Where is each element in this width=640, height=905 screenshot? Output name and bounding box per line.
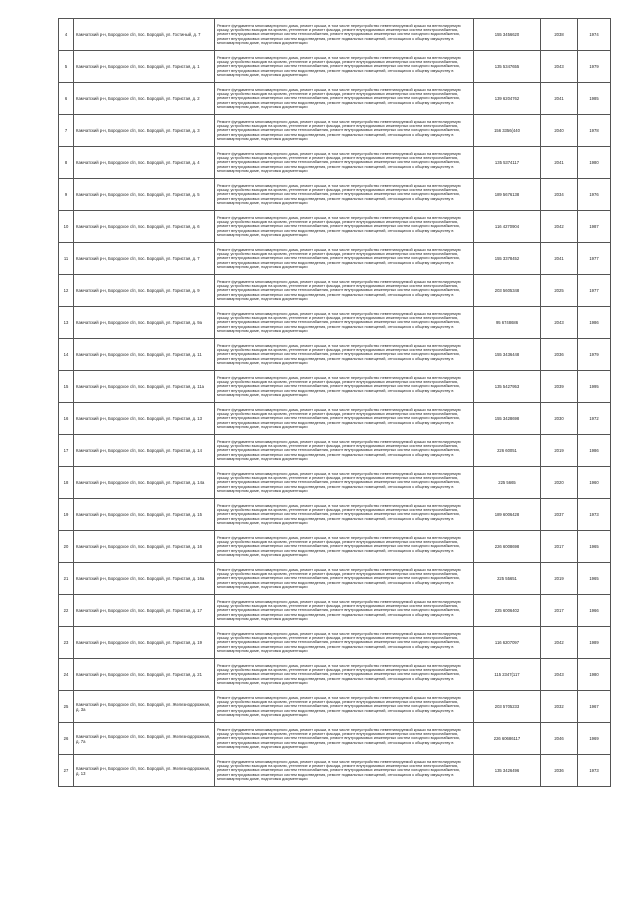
address-cell: Камчатский р-н, Бородское с/п, пос. Бородой, ул. Гористая, д. 11а xyxy=(74,371,215,403)
row-number-cell: 21 xyxy=(59,563,74,595)
build-year-cell: 1977 xyxy=(578,243,611,275)
address-cell: Камчатский р-н, Бородское с/п, пос. Бородой, ул. Гористая, д. 7 xyxy=(74,243,215,275)
table-row xyxy=(59,275,611,307)
cost-cell: 115 2347(117 xyxy=(474,659,541,691)
table-row xyxy=(59,563,611,595)
work-types-cell: Ремонт фундамента многоквартирного дома, ремонт крыши, в том числе переустройство невентилируемой крыши на вентилируемую крышу, устройство выходов на кровлю, утепление и ремонт фасада, ремонт внутридомовых инженерных систем электроснабжения, ремонт внутридомовых инженерных систем теплоснабжения, ремонт внутридомовых инженерных систем холодного водоснабжения, ремонт внутридомовых инженерных систем водоотведения, ремонт подвальных помещений, относящихся к общему имуществу в многоквартирном доме, подготовка документации xyxy=(215,531,474,563)
cost-cell: 203 5705233 xyxy=(474,691,541,723)
row-number-cell: 12 xyxy=(59,275,74,307)
address-cell: Камчатский р-н, Бородское с/п, пос. Бородой, ул. Гористая, д. 19 xyxy=(74,627,215,659)
build-year-cell: 1995 xyxy=(578,371,611,403)
planned-year-cell: 2036 xyxy=(541,755,578,787)
table-row xyxy=(59,83,611,115)
address-cell: Камчатский р-н, Бородское с/п, пос. Бородой, ул. Гористая, д. 9 xyxy=(74,275,215,307)
address-cell: Камчатский р-н, Бородское с/п, пос. Бородой, ул. Гористая, д. 16 xyxy=(74,531,215,563)
address-cell: Камчатский р-н, Бородское с/п, пос. Бородой, ул. Гористая, д. 17 xyxy=(74,595,215,627)
work-types-cell: Ремонт фундамента многоквартирного дома, ремонт крыши, в том числе переустройство невентилируемой крыши на вентилируемую крышу, устройство выходов на кровлю, утепление и ремонт фасада, ремонт внутридомовых инженерных систем электроснабжения, ремонт внутридомовых инженерных систем теплоснабжения, ремонт внутридомовых инженерных систем холодного водоснабжения, ремонт внутридомовых инженерных систем водоотведения, ремонт подвальных помещений, относящихся к общему имуществу в многоквартирном доме, подготовка документации xyxy=(215,371,474,403)
capital-repair-table xyxy=(58,18,611,787)
build-year-cell: 1965 xyxy=(578,531,611,563)
build-year-cell: 1989 xyxy=(578,627,611,659)
row-number-cell: 17 xyxy=(59,435,74,467)
row-number-cell: 4 xyxy=(59,19,74,51)
work-types-cell: Ремонт фундамента многоквартирного дома, ремонт крыши, в том числе переустройство невентилируемой крыши на вентилируемую крышу, устройство выходов на кровлю, утепление и ремонт фасада, ремонт внутридомовых инженерных систем электроснабжения, ремонт внутридомовых инженерных систем теплоснабжения, ремонт внутридомовых инженерных систем холодного водоснабжения, ремонт внутридомовых инженерных систем водоотведения, ремонт подвальных помещений, относящихся к общему имуществу в многоквартирном доме, подготовка документации xyxy=(215,307,474,339)
cost-cell: 226 60051 xyxy=(474,435,541,467)
address-cell: Камчатский р-н, Бородское с/п, пос. Бородой, ул. Гористая, д. 2 xyxy=(74,83,215,115)
row-number-cell: 6 xyxy=(59,83,74,115)
work-types-cell: Ремонт фундамента многоквартирного дома, ремонт крыши, в том числе переустройство невентилируемой крыши на вентилируемую крышу, устройство выходов на кровлю, утепление и ремонт фасада, ремонт внутридомовых инженерных систем электроснабжения, ремонт внутридомовых инженерных систем теплоснабжения, ремонт внутридомовых инженерных систем холодного водоснабжения, ремонт внутридомовых инженерных систем водоотведения, ремонт подвальных помещений, относящихся к общему имуществу в многоквартирном доме, подготовка документации xyxy=(215,211,474,243)
cost-cell: 135 5427953 xyxy=(474,371,541,403)
build-year-cell: 1960 xyxy=(578,467,611,499)
table-row xyxy=(59,179,611,211)
work-types-cell: Ремонт фундамента многоквартирного дома, ремонт крыши, в том числе переустройство невентилируемой крыши на вентилируемую крышу, устройство выходов на кровлю, утепление и ремонт фасада, ремонт внутридомовых инженерных систем электроснабжения, ремонт внутридомовых инженерных систем теплоснабжения, ремонт внутридомовых инженерных систем холодного водоснабжения, ремонт внутридомовых инженерных систем водоотведения, ремонт подвальных помещений, относящихся к общему имуществу в многоквартирном доме, подготовка документации xyxy=(215,115,474,147)
planned-year-cell: 2042 xyxy=(541,627,578,659)
row-number-cell: 22 xyxy=(59,595,74,627)
cost-cell: 225 55651 xyxy=(474,563,541,595)
address-cell: Камчатский р-н, Бородское с/п, пос. Бородой, ул. Гористая, д. 21 xyxy=(74,659,215,691)
table-row xyxy=(59,499,611,531)
row-number-cell: 18 xyxy=(59,467,74,499)
table-row xyxy=(59,339,611,371)
table-row xyxy=(59,691,611,723)
cost-cell: 155 3428698 xyxy=(474,403,541,435)
cost-cell: 116 6207097 xyxy=(474,627,541,659)
work-types-cell: Ремонт фундамента многоквартирного дома, ремонт крыши, в том числе переустройство невентилируемой крыши на вентилируемую крышу, устройство выходов на кровлю, утепление и ремонт фасада, ремонт внутридомовых инженерных систем электроснабжения, ремонт внутридомовых инженерных систем теплоснабжения, ремонт внутридомовых инженерных систем холодного водоснабжения, ремонт внутридомовых инженерных систем водоотведения, ремонт подвальных помещений, относящихся к общему имуществу в многоквартирном доме, подготовка документации xyxy=(215,19,474,51)
build-year-cell: 1969 xyxy=(578,723,611,755)
cost-cell: 225 6006402 xyxy=(474,595,541,627)
work-types-cell: Ремонт фундамента многоквартирного дома, ремонт крыши, в том числе переустройство невентилируемой крыши на вентилируемую крышу, устройство выходов на кровлю, утепление и ремонт фасада, ремонт внутридомовых инженерных систем электроснабжения, ремонт внутридомовых инженерных систем теплоснабжения, ремонт внутридомовых инженерных систем холодного водоснабжения, ремонт внутридомовых инженерных систем водоотведения, ремонт подвальных помещений, относящихся к общему имуществу в многоквартирном доме, подготовка документации xyxy=(215,563,474,595)
address-cell: Камчатский р-н, Бородское с/п, пос. Бородой, ул. Железнодорожная, д. 3а xyxy=(74,691,215,723)
table-row xyxy=(59,371,611,403)
work-types-cell: Ремонт фундамента многоквартирного дома, ремонт крыши, в том числе переустройство невентилируемой крыши на вентилируемую крышу, устройство выходов на кровлю, утепление и ремонт фасада, ремонт внутридомовых инженерных систем электроснабжения, ремонт внутридомовых инженерных систем теплоснабжения, ремонт внутридомовых инженерных систем холодного водоснабжения, ремонт внутридомовых инженерных систем водоотведения, ремонт подвальных помещений, относящихся к общему имуществу в многоквартирном доме, подготовка документации xyxy=(215,51,474,83)
cost-cell: 226 6008698 xyxy=(474,531,541,563)
row-number-cell: 7 xyxy=(59,115,74,147)
work-types-cell: Ремонт фундамента многоквартирного дома, ремонт крыши, в том числе переустройство невентилируемой крыши на вентилируемую крышу, устройство выходов на кровлю, утепление и ремонт фасада, ремонт внутридомовых инженерных систем электроснабжения, ремонт внутридомовых инженерных систем теплоснабжения, ремонт внутридомовых инженерных систем холодного водоснабжения, ремонт внутридомовых инженерных систем водоотведения, ремонт подвальных помещений, относящихся к общему имуществу в многоквартирном доме, подготовка документации xyxy=(215,691,474,723)
work-types-cell: Ремонт фундамента многоквартирного дома, ремонт крыши, в том числе переустройство невентилируемой крыши на вентилируемую крышу, устройство выходов на кровлю, утепление и ремонт фасада, ремонт внутридомовых инженерных систем электроснабжения, ремонт внутридомовых инженерных систем теплоснабжения, ремонт внутридомовых инженерных систем холодного водоснабжения, ремонт внутридомовых инженерных систем водоотведения, ремонт подвальных помещений, относящихся к общему имуществу в многоквартирном доме, подготовка документации xyxy=(215,595,474,627)
planned-year-cell: 2036 xyxy=(541,339,578,371)
table-row xyxy=(59,627,611,659)
table-row xyxy=(59,659,611,691)
row-number-cell: 23 xyxy=(59,627,74,659)
planned-year-cell: 2030 xyxy=(541,403,578,435)
row-number-cell: 10 xyxy=(59,211,74,243)
table-row xyxy=(59,723,611,755)
build-year-cell: 1972 xyxy=(578,403,611,435)
cost-cell: 155 3456620 xyxy=(474,19,541,51)
row-number-cell: 25 xyxy=(59,691,74,723)
planned-year-cell: 2043 xyxy=(541,307,578,339)
planned-year-cell: 2046 xyxy=(541,723,578,755)
table-row xyxy=(59,51,611,83)
build-year-cell: 1966 xyxy=(578,595,611,627)
row-number-cell: 27 xyxy=(59,755,74,787)
cost-cell: 189 6006428 xyxy=(474,499,541,531)
address-cell: Камчатский р-н, Бородское с/п, пос. Бородой, ул. Гористая, д. 14а xyxy=(74,467,215,499)
address-cell: Камчатский р-н, Бородское с/п, пос. Бородой, ул. Гористая, д. 1 xyxy=(74,51,215,83)
build-year-cell: 1980 xyxy=(578,147,611,179)
planned-year-cell: 2034 xyxy=(541,179,578,211)
work-types-cell: Ремонт фундамента многоквартирного дома, ремонт крыши, в том числе переустройство невентилируемой крыши на вентилируемую крышу, устройство выходов на кровлю, утепление и ремонт фасада, ремонт внутридомовых инженерных систем электроснабжения, ремонт внутридомовых инженерных систем теплоснабжения, ремонт внутридомовых инженерных систем холодного водоснабжения, ремонт внутридомовых инженерных систем водоотведения, ремонт подвальных помещений, относящихся к общему имуществу в многоквартирном доме, подготовка документации xyxy=(215,339,474,371)
build-year-cell: 1979 xyxy=(578,339,611,371)
row-number-cell: 20 xyxy=(59,531,74,563)
work-types-cell: Ремонт фундамента многоквартирного дома, ремонт крыши, в том числе переустройство невентилируемой крыши на вентилируемую крышу, устройство выходов на кровлю, утепление и ремонт фасада, ремонт внутридомовых инженерных систем электроснабжения, ремонт внутридомовых инженерных систем теплоснабжения, ремонт внутридомовых инженерных систем холодного водоснабжения, ремонт внутридомовых инженерных систем водоотведения, ремонт подвальных помещений, относящихся к общему имуществу в многоквартирном доме, подготовка документации xyxy=(215,403,474,435)
cost-cell: 135 3426496 xyxy=(474,755,541,787)
planned-year-cell: 2017 xyxy=(541,595,578,627)
table-body xyxy=(59,19,611,787)
address-cell: Камчатский р-н, Бородское с/п, пос. Бородой, ул. Гористая, д. 4 xyxy=(74,147,215,179)
table-row xyxy=(59,19,611,51)
build-year-cell: 1980 xyxy=(578,659,611,691)
cost-cell: 135 5347655 xyxy=(474,51,541,83)
build-year-cell: 1985 xyxy=(578,83,611,115)
work-types-cell: Ремонт фундамента многоквартирного дома, ремонт крыши, в том числе переустройство невентилируемой крыши на вентилируемую крышу, устройство выходов на кровлю, утепление и ремонт фасада, ремонт внутридомовых инженерных систем электроснабжения, ремонт внутридомовых инженерных систем теплоснабжения, ремонт внутридомовых инженерных систем холодного водоснабжения, ремонт внутридомовых инженерных систем водоотведения, ремонт подвальных помещений, относящихся к общему имуществу в многоквартирном доме, подготовка документации xyxy=(215,275,474,307)
planned-year-cell: 2038 xyxy=(541,19,578,51)
planned-year-cell: 2041 xyxy=(541,147,578,179)
address-cell: Камчатский р-н, Бородское с/п, пос. Бородой, ул. Гористая, д. 16а xyxy=(74,563,215,595)
address-cell: Камчатский р-н, Бородское с/п, пос. Бородой, ул. Гористая, д. 14 xyxy=(74,435,215,467)
table-row xyxy=(59,115,611,147)
build-year-cell: 1973 xyxy=(578,755,611,787)
build-year-cell: 1974 xyxy=(578,19,611,51)
build-year-cell: 1973 xyxy=(578,499,611,531)
row-number-cell: 14 xyxy=(59,339,74,371)
work-types-cell: Ремонт фундамента многоквартирного дома, ремонт крыши, в том числе переустройство невентилируемой крыши на вентилируемую крышу, устройство выходов на кровлю, утепление и ремонт фасада, ремонт внутридомовых инженерных систем электроснабжения, ремонт внутридомовых инженерных систем теплоснабжения, ремонт внутридомовых инженерных систем холодного водоснабжения, ремонт внутридомовых инженерных систем водоотведения, ремонт подвальных помещений, относящихся к общему имуществу в многоквартирном доме, подготовка документации xyxy=(215,627,474,659)
address-cell: Камчатский р-н, Бородское с/п, пос. Бородой, ул. Гористая, д. 5 xyxy=(74,179,215,211)
cost-cell: 189 5676138 xyxy=(474,179,541,211)
work-types-cell: Ремонт фундамента многоквартирного дома, ремонт крыши, в том числе переустройство невентилируемой крыши на вентилируемую крышу, устройство выходов на кровлю, утепление и ремонт фасада, ремонт внутридомовых инженерных систем электроснабжения, ремонт внутридомовых инженерных систем теплоснабжения, ремонт внутридомовых инженерных систем холодного водоснабжения, ремонт внутридомовых инженерных систем водоотведения, ремонт подвальных помещений, относящихся к общему имуществу в многоквартирном доме, подготовка документации xyxy=(215,499,474,531)
planned-year-cell: 2043 xyxy=(541,51,578,83)
row-number-cell: 16 xyxy=(59,403,74,435)
planned-year-cell: 2041 xyxy=(541,83,578,115)
row-number-cell: 19 xyxy=(59,499,74,531)
document-page xyxy=(58,18,599,787)
planned-year-cell: 2025 xyxy=(541,275,578,307)
address-cell: Камчатский р-н, Бородское с/п, пос. Бородой, ул. Гористая, д. 11 xyxy=(74,339,215,371)
cost-cell: 156 3356(440 xyxy=(474,115,541,147)
table-row xyxy=(59,243,611,275)
table-row xyxy=(59,307,611,339)
planned-year-cell: 2017 xyxy=(541,531,578,563)
planned-year-cell: 2019 xyxy=(541,563,578,595)
build-year-cell: 1967 xyxy=(578,691,611,723)
work-types-cell: Ремонт фундамента многоквартирного дома, ремонт крыши, в том числе переустройство невентилируемой крыши на вентилируемую крышу, устройство выходов на кровлю, утепление и ремонт фасада, ремонт внутридомовых инженерных систем электроснабжения, ремонт внутридомовых инженерных систем теплоснабжения, ремонт внутридомовых инженерных систем холодного водоснабжения, ремонт внутридомовых инженерных систем водоотведения, ремонт подвальных помещений, относящихся к общему имуществу в многоквартирном доме, подготовка документации xyxy=(215,147,474,179)
row-number-cell: 13 xyxy=(59,307,74,339)
row-number-cell: 5 xyxy=(59,51,74,83)
table-row xyxy=(59,435,611,467)
table-row xyxy=(59,755,611,787)
cost-cell: 116 4270904 xyxy=(474,211,541,243)
cost-cell: 226 60686117 xyxy=(474,723,541,755)
work-types-cell: Ремонт фундамента многоквартирного дома, ремонт крыши, в том числе переустройство невентилируемой крыши на вентилируемую крышу, устройство выходов на кровлю, утепление и ремонт фасада, ремонт внутридомовых инженерных систем электроснабжения, ремонт внутридомовых инженерных систем теплоснабжения, ремонт внутридомовых инженерных систем холодного водоснабжения, ремонт внутридомовых инженерных систем водоотведения, ремонт подвальных помещений, относящихся к общему имуществу в многоквартирном доме, подготовка документации xyxy=(215,467,474,499)
table-row xyxy=(59,147,611,179)
build-year-cell: 1965 xyxy=(578,563,611,595)
planned-year-cell: 2041 xyxy=(541,243,578,275)
row-number-cell: 8 xyxy=(59,147,74,179)
work-types-cell: Ремонт фундамента многоквартирного дома, ремонт крыши, в том числе переустройство невентилируемой крыши на вентилируемую крышу, устройство выходов на кровлю, утепление и ремонт фасада, ремонт внутридомовых инженерных систем электроснабжения, ремонт внутридомовых инженерных систем теплоснабжения, ремонт внутридомовых инженерных систем холодного водоснабжения, ремонт внутридомовых инженерных систем водоотведения, ремонт подвальных помещений, относящихся к общему имуществу в многоквартирном доме, подготовка документации xyxy=(215,179,474,211)
cost-cell: 155 3378452 xyxy=(474,243,541,275)
row-number-cell: 26 xyxy=(59,723,74,755)
address-cell: Камчатский р-н, Бородское с/п, пос. Бородой, ул. Гористая, д. 9а xyxy=(74,307,215,339)
row-number-cell: 11 xyxy=(59,243,74,275)
table-row xyxy=(59,211,611,243)
build-year-cell: 1976 xyxy=(578,179,611,211)
cost-cell: 95 6748686 xyxy=(474,307,541,339)
work-types-cell: Ремонт фундамента многоквартирного дома, ремонт крыши, в том числе переустройство невентилируемой крыши на вентилируемую крышу, устройство выходов на кровлю, утепление и ремонт фасада, ремонт внутридомовых инженерных систем электроснабжения, ремонт внутридомовых инженерных систем теплоснабжения, ремонт внутридомовых инженерных систем холодного водоснабжения, ремонт внутридомовых инженерных систем водоотведения, ремонт подвальных помещений, относящихся к общему имуществу в многоквартирном доме, подготовка документации xyxy=(215,659,474,691)
planned-year-cell: 2039 xyxy=(541,371,578,403)
planned-year-cell: 2043 xyxy=(541,659,578,691)
address-cell: Камчатский р-н, Бородское с/п, пос. Бородой, ул. Гористая, д. 13 xyxy=(74,403,215,435)
row-number-cell: 9 xyxy=(59,179,74,211)
row-number-cell: 15 xyxy=(59,371,74,403)
planned-year-cell: 2020 xyxy=(541,467,578,499)
address-cell: Камчатский р-н, Бородское с/п, пос. Бородой, ул. Гористая, д. 15 xyxy=(74,499,215,531)
build-year-cell: 1987 xyxy=(578,211,611,243)
build-year-cell: 1977 xyxy=(578,275,611,307)
work-types-cell: Ремонт фундамента многоквартирного дома, ремонт крыши, в том числе переустройство невентилируемой крыши на вентилируемую крышу, устройство выходов на кровлю, утепление и ремонт фасада, ремонт внутридомовых инженерных систем электроснабжения, ремонт внутридомовых инженерных систем теплоснабжения, ремонт внутридомовых инженерных систем холодного водоснабжения, ремонт внутридомовых инженерных систем водоотведения, ремонт подвальных помещений, относящихся к общему имуществу в многоквартирном доме, подготовка документации xyxy=(215,83,474,115)
table-row xyxy=(59,595,611,627)
cost-cell: 139 6204762 xyxy=(474,83,541,115)
build-year-cell: 1986 xyxy=(578,307,611,339)
cost-cell: 225 5665 xyxy=(474,467,541,499)
planned-year-cell: 2042 xyxy=(541,211,578,243)
address-cell: Камчатский р-н, Бородское с/п, пос. Бородой, ул. Железнодорожная, д. 7а xyxy=(74,723,215,755)
address-cell: Камчатский р-н, Бородское с/п, пос. Бородой, ул. Гористая, д. 6 xyxy=(74,211,215,243)
planned-year-cell: 2032 xyxy=(541,691,578,723)
cost-cell: 155 3436448 xyxy=(474,339,541,371)
address-cell: Камчатский р-н, Бородское с/п, пос. Бородой, ул. Гористая, д. 3 xyxy=(74,115,215,147)
table-row xyxy=(59,403,611,435)
build-year-cell: 1986 xyxy=(578,435,611,467)
table-row xyxy=(59,531,611,563)
table-row xyxy=(59,467,611,499)
work-types-cell: Ремонт фундамента многоквартирного дома, ремонт крыши, в том числе переустройство невентилируемой крыши на вентилируемую крышу, устройство выходов на кровлю, утепление и ремонт фасада, ремонт внутридомовых инженерных систем электроснабжения, ремонт внутридомовых инженерных систем теплоснабжения, ремонт внутридомовых инженерных систем холодного водоснабжения, ремонт внутридомовых инженерных систем водоотведения, ремонт подвальных помещений, относящихся к общему имуществу в многоквартирном доме, подготовка документации xyxy=(215,723,474,755)
cost-cell: 135 5374117 xyxy=(474,147,541,179)
address-cell: Камчатский р-н, Бородское с/п, пос. Бородой, ул. Гостиный, д. 7 xyxy=(74,19,215,51)
planned-year-cell: 2019 xyxy=(541,435,578,467)
work-types-cell: Ремонт фундамента многоквартирного дома, ремонт крыши, в том числе переустройство невентилируемой крыши на вентилируемую крышу, устройство выходов на кровлю, утепление и ремонт фасада, ремонт внутридомовых инженерных систем электроснабжения, ремонт внутридомовых инженерных систем теплоснабжения, ремонт внутридомовых инженерных систем холодного водоснабжения, ремонт внутридомовых инженерных систем водоотведения, ремонт подвальных помещений, относящихся к общему имуществу в многоквартирном доме, подготовка документации xyxy=(215,435,474,467)
row-number-cell: 24 xyxy=(59,659,74,691)
planned-year-cell: 2040 xyxy=(541,115,578,147)
work-types-cell: Ремонт фундамента многоквартирного дома, ремонт крыши, в том числе переустройство невентилируемой крыши на вентилируемую крышу, устройство выходов на кровлю, утепление и ремонт фасада, ремонт внутридомовых инженерных систем электроснабжения, ремонт внутридомовых инженерных систем теплоснабжения, ремонт внутридомовых инженерных систем холодного водоснабжения, ремонт внутридомовых инженерных систем водоотведения, ремонт подвальных помещений, относящихся к общему имуществу в многоквартирном доме, подготовка документации xyxy=(215,243,474,275)
build-year-cell: 1978 xyxy=(578,115,611,147)
cost-cell: 203 5605348 xyxy=(474,275,541,307)
build-year-cell: 1979 xyxy=(578,51,611,83)
planned-year-cell: 2037 xyxy=(541,499,578,531)
work-types-cell: Ремонт фундамента многоквартирного дома, ремонт крыши, в том числе переустройство невентилируемой крыши на вентилируемую крышу, устройство выходов на кровлю, утепление и ремонт фасада, ремонт внутридомовых инженерных систем электроснабжения, ремонт внутридомовых инженерных систем теплоснабжения, ремонт внутридомовых инженерных систем холодного водоснабжения, ремонт внутридомовых инженерных систем водоотведения, ремонт подвальных помещений, относящихся к общему имуществу в многоквартирном доме, подготовка документации xyxy=(215,755,474,787)
address-cell: Камчатский р-н, Бородское с/п, пос. Бородой, ул. Железнодорожная, д. 13 xyxy=(74,755,215,787)
